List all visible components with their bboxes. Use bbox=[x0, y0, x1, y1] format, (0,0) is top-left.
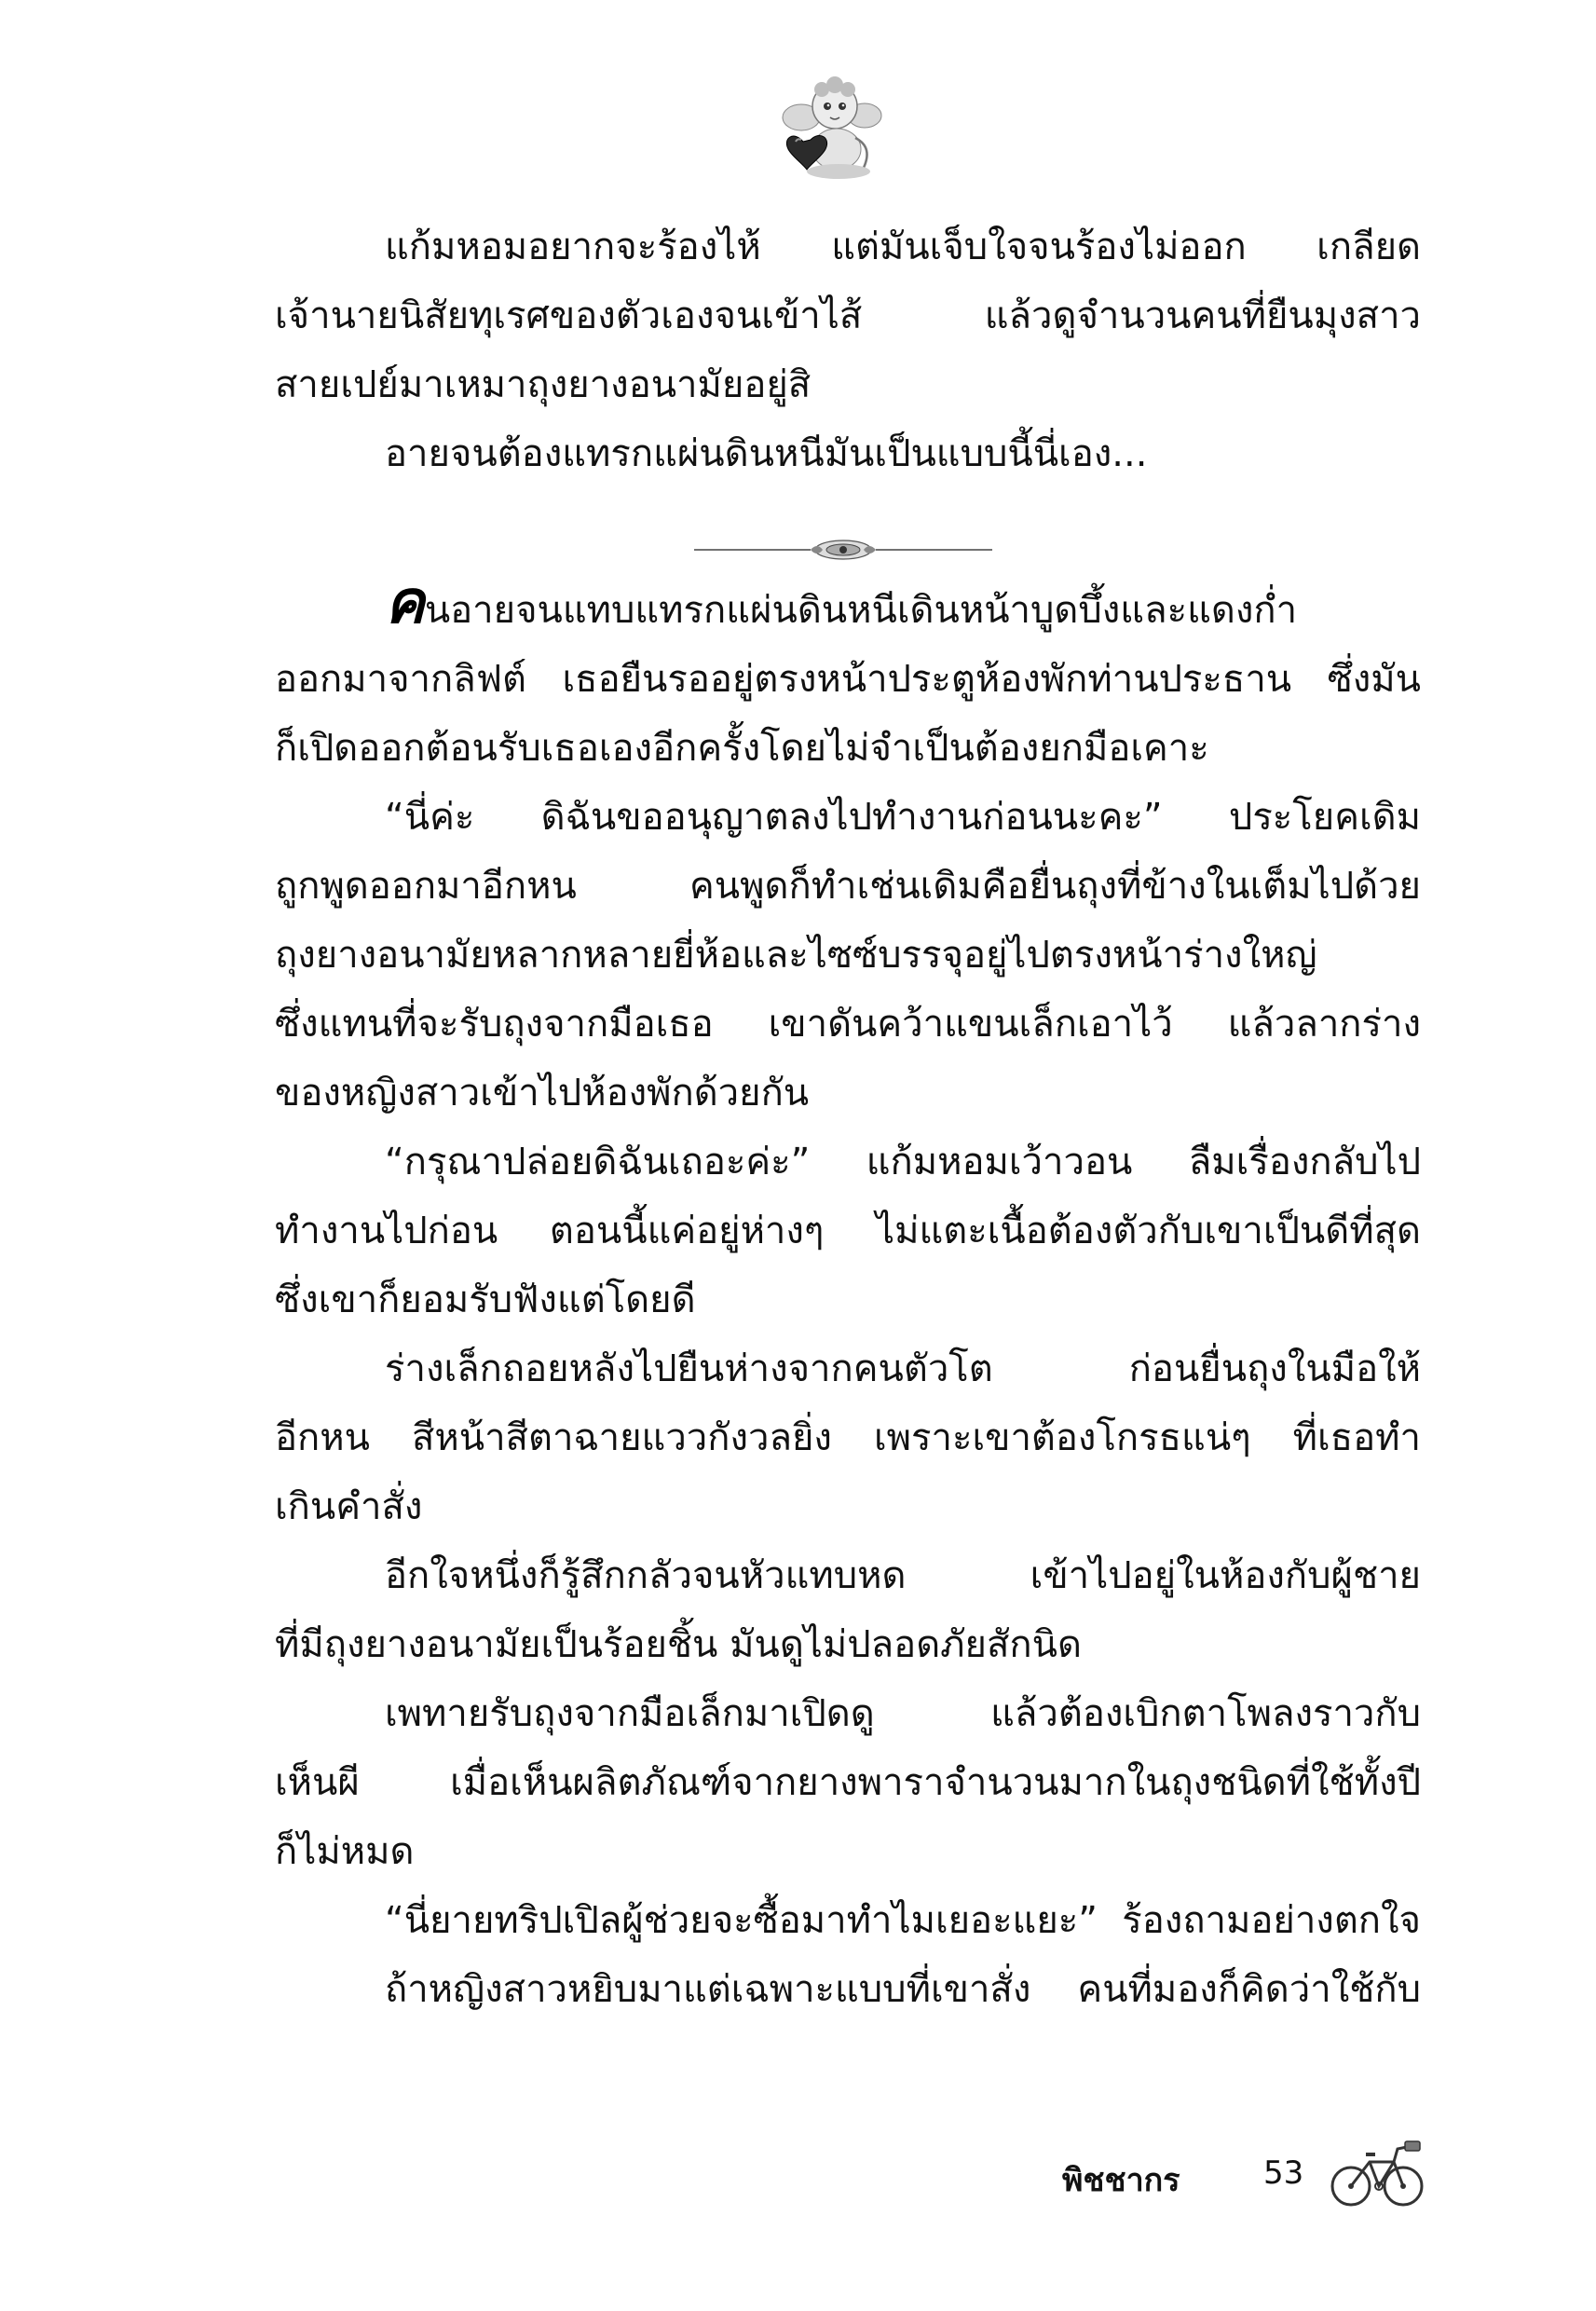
text-line: ถูกพูดออกมาอีกหน คนพูดก็ทำเช่นเดิมคือยื่นถุงที่ข้างในเต็มไปด้วย bbox=[275, 865, 1421, 908]
text-line: อีกหน สีหน้าสีตาฉายแววกังวลยิ่ง เพราะเขาต้องโกรธแน่ๆ ที่เธอทำ bbox=[275, 1416, 1421, 1459]
dropcap-letter: ค bbox=[385, 568, 425, 637]
paragraph-block-main bbox=[275, 568, 1421, 2024]
text-line: ทำงานไปก่อน ตอนนี้แค่อยู่ห่างๆ ไม่แตะเนื้อต้องตัวกับเขาเป็นดีที่สุด bbox=[275, 1210, 1421, 1252]
cupid-with-heart-icon bbox=[781, 73, 883, 180]
text-line: ก็เปิดออกต้อนรับเธอเองอีกครั้งโดยไม่จำเป็นต้องยกมือเคาะ bbox=[275, 727, 1209, 770]
text-line: อีกใจหนึ่งก็รู้สึกกลัวจนหัวแทบหด เข้าไปอยู่ในห้องกับผู้ชาย bbox=[385, 1554, 1421, 1597]
text-line: ร่างเล็กถอยหลังไปยืนห่างจากคนตัวโต ก่อนยื่นถุงในมือให้ bbox=[385, 1347, 1421, 1390]
text-line: สายเปย์มาเหมาถุงยางอนามัยอยู่สิ bbox=[275, 363, 812, 406]
text-line: ซึ่งเขาก็ยอมรับฟังแต่โดยดี bbox=[275, 1279, 696, 1321]
text-line: แก้มหอมอยากจะร้องไห้ แต่มันเจ็บใจจนร้องไม่ออก เกลียด bbox=[385, 226, 1421, 268]
text-line-with-dropcap bbox=[275, 568, 1421, 645]
paragraph-block-top bbox=[275, 212, 1421, 488]
page-number: 53 bbox=[1263, 2154, 1304, 2192]
ornamental-divider-icon bbox=[694, 531, 992, 568]
text-line: “นี่ค่ะ ดิฉันขออนุญาตลงไปทำงานก่อนนะคะ” ประโยคเดิม bbox=[385, 796, 1421, 839]
text-line: ที่มีถุงยางอนามัยเป็นร้อยชิ้น มันดูไม่ปลอดภัยสักนิด bbox=[275, 1623, 1082, 1666]
text-line-rest: นอายจนแทบแทรกแผ่นดินหนีเดินหน้าบูดบึ้งและแดงก่ำ bbox=[424, 589, 1298, 632]
text-line: เกินคำสั่ง bbox=[275, 1485, 423, 1528]
text-line: ถ้าหญิงสาวหยิบมาแต่เฉพาะแบบที่เขาสั่ง คนที่มองก็คิดว่าใช้กับ bbox=[385, 1968, 1421, 2011]
page-footer bbox=[1062, 2134, 1453, 2208]
text-line: อายจนต้องแทรกแผ่นดินหนีมันเป็นแบบนี้นี่เอง... bbox=[385, 432, 1148, 475]
text-line: ออกมาจากลิฟต์ เธอยืนรออยู่ตรงหน้าประตูห้องพักท่านประธาน ซึ่งมัน bbox=[275, 658, 1421, 701]
text-line: “นี่ยายทริปเปิลผู้ช่วยจะซื้อมาทำไมเยอะแยะ” ร้องถามอย่างตกใจ bbox=[385, 1899, 1421, 1942]
text-line: ซึ่งแทนที่จะรับถุงจากมือเธอ เขาดันคว้าแขนเล็กเอาไว้ แล้วลากร่าง bbox=[275, 1003, 1421, 1046]
text-line: เห็นผี เมื่อเห็นผลิตภัณฑ์จากยางพาราจำนวนมากในถุงชนิดที่ใช้ทั้งปี bbox=[275, 1761, 1421, 1804]
bicycle-icon bbox=[1329, 2134, 1425, 2208]
text-line: ถุงยางอนามัยหลากหลายยี่ห้อและไซซ์บรรจุอยู่ไปตรงหน้าร่างใหญ่ bbox=[275, 934, 1317, 977]
author-name: พิชชากร bbox=[1062, 2162, 1180, 2199]
text-line: เจ้านายนิสัยทุเรศของตัวเองจนเข้าไส้ แล้วดูจำนวนคนที่ยืนมุงสาว bbox=[275, 294, 1421, 337]
text-line: เพทายรับถุงจากมือเล็กมาเปิดดู แล้วต้องเบิกตาโพลงราวกับ bbox=[385, 1692, 1421, 1735]
text-line: ของหญิงสาวเข้าไปห้องพักด้วยกัน bbox=[275, 1072, 810, 1114]
text-line: “กรุณาปล่อยดิฉันเถอะค่ะ” แก้มหอมเว้าวอน ลืมเรื่องกลับไป bbox=[385, 1141, 1421, 1183]
text-line: ก็ไม่หมด bbox=[275, 1830, 415, 1873]
